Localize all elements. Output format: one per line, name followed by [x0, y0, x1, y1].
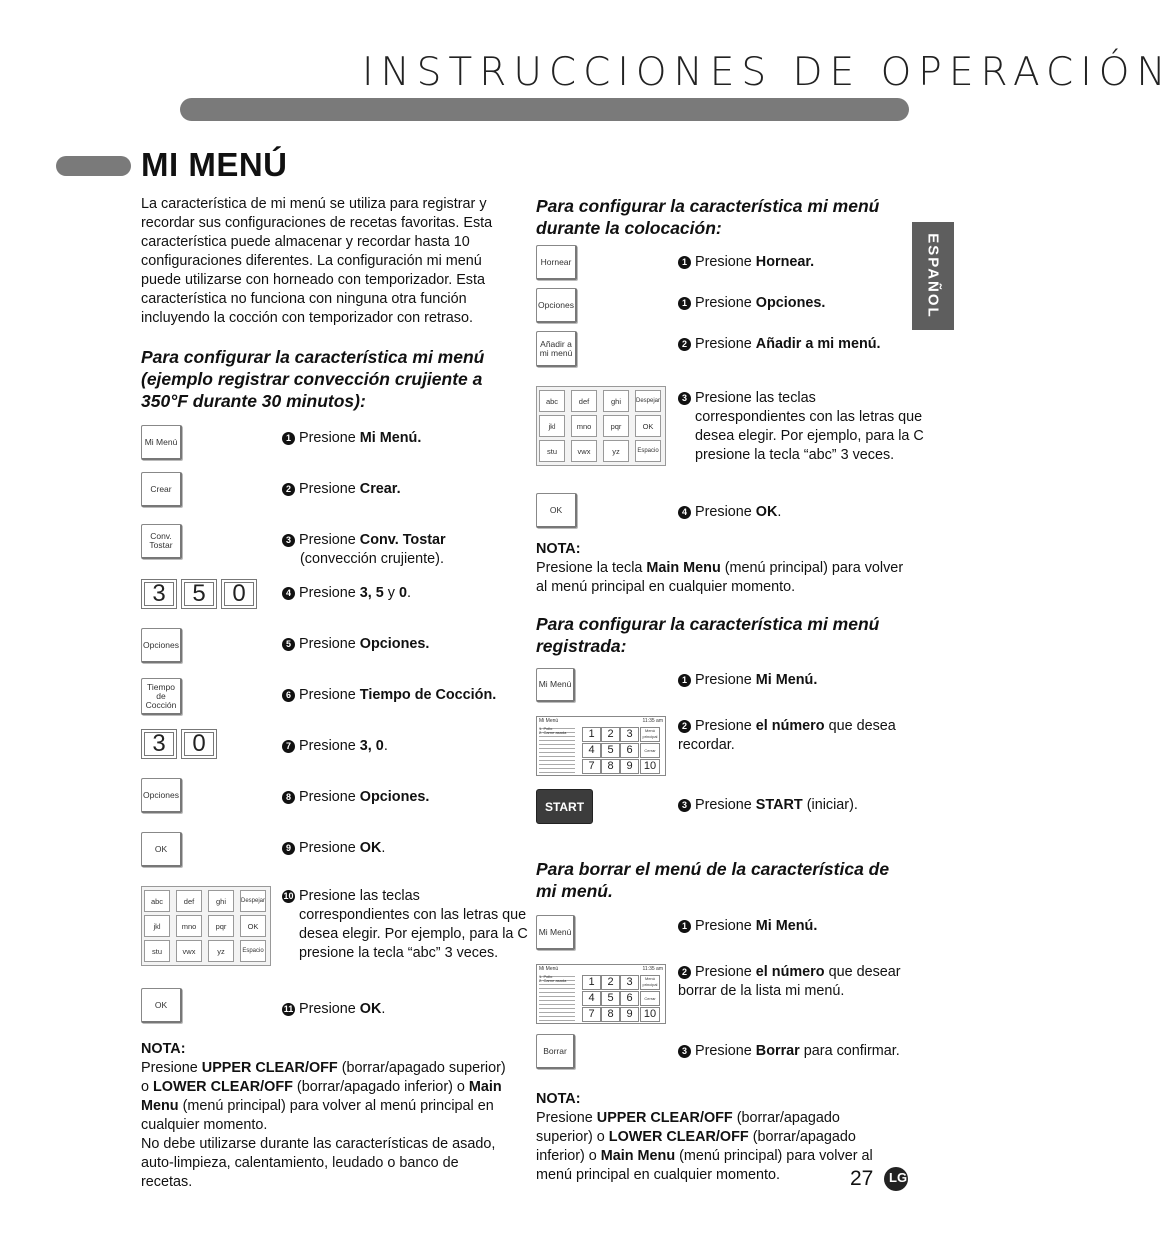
right1-step-2: 2 Presione Añadir a mi menú. [678, 335, 881, 354]
right3-step-3: 3 Presione Borrar para confirmar. [678, 1042, 900, 1061]
left-step-8: 8 Presione Opciones. [282, 788, 429, 807]
digit-key: 5 [181, 579, 217, 609]
keypad-key: stu [539, 440, 565, 462]
keypad-key: Despejar [635, 390, 661, 412]
keypad-key: abc [144, 890, 170, 912]
key-hornear: Hornear [536, 245, 577, 280]
key-ok: OK [141, 988, 182, 1023]
right1-step-1: 1 Presione Hornear. [678, 253, 814, 272]
keypad-key: Espacio [635, 440, 661, 462]
keypad-key: yz [208, 940, 234, 962]
section-pill [56, 156, 131, 176]
key-crear: Crear [141, 472, 182, 507]
right2-step-2: 2 Presione el número que desea recordar. [678, 718, 896, 753]
keypad-key: OK [240, 915, 266, 937]
menu-screen: Mi Menú 11:35 am 1. Pollo 2. Carne asada 1 2 3 4 5 6 7 8 9 Menú principal Cerrar 10 [536, 716, 666, 776]
keypad-key: vwx [571, 440, 597, 462]
key-conv-tostar: Conv. Tostar [141, 524, 182, 559]
section-title: MI MENÚ [141, 146, 288, 183]
right1-step-4: 4 Presione OK. [678, 503, 781, 522]
key-mi-menu: Mi Menú [141, 425, 182, 460]
keypad-key: Espacio [240, 940, 266, 962]
right-subheading-2: Para configurar la característica mi menú registrada: [536, 614, 880, 656]
digit-key: 3 [141, 579, 177, 609]
keypad-key: stu [144, 940, 170, 962]
key-ok: OK [536, 493, 577, 528]
keypad-key: mno [176, 915, 202, 937]
lg-logo-icon: LG [884, 1167, 908, 1191]
digit-key: 3 [141, 729, 177, 759]
key-mi-menu: Mi Menú [536, 915, 575, 950]
left-step-2: 2 Presione Crear. [282, 480, 401, 499]
keypad-key: jkl [144, 915, 170, 937]
right1-step-1b: 1 Presione Opciones. [678, 294, 825, 313]
key-borrar: Borrar [536, 1034, 575, 1069]
right3-note: NOTA: Presione UPPER CLEAR/OFF (borrar/apagado superior) o LOWER CLEAR/OFF (borrar/apagado inferior) o Main Menu (menú principal) para volver al menú principal en cualquier momento. [536, 1091, 873, 1183]
left-note: NOTA: Presione UPPER CLEAR/OFF (borrar/apagado superior) o LOWER CLEAR/OFF (borrar/apagado inferior) o Main Menu (menú principal) para volver al menú principal en cualquier momento. No debe utilizarse durante las características de asado, auto-limpieza, calentamiento, leudado o banco de recetas. [141, 1041, 506, 1190]
keypad-key: OK [635, 415, 661, 437]
left-step-4: 4 Presione 3, 5 y 0. [282, 584, 411, 603]
left-step-3: 3 Presione Conv. Tostar (convección crujiente). [282, 531, 502, 569]
keypad-key: ghi [208, 890, 234, 912]
left-subheading: Para configurar la característica mi menú (ejemplo registrar convección crujiente a 350°F durante 30 minutos): [141, 347, 485, 411]
right-subheading-3: Para borrar el menú de la característica de mi menú. [536, 859, 890, 901]
letter-keypad [536, 386, 666, 466]
keypad-key: jkl [539, 415, 565, 437]
right1-note: NOTA: Presione la tecla Main Menu (menú principal) para volver al menú principal en cualquier momento. [536, 541, 904, 595]
page-header-title: INSTRUCCIONES DE OPERACIÓN [362, 50, 1173, 95]
keypad-key: def [571, 390, 597, 412]
left-step-11: 11 Presione OK. [283, 1001, 386, 1017]
left-step-9: 9 Presione OK. [282, 839, 385, 858]
language-tab-label: ESPAÑOL [924, 233, 942, 319]
right1-step-3: 3 Presione las teclas correspondientes con las letras que desea elegir. Por ejemplo, para la C presione la tecla “abc” 3 veces. [678, 389, 927, 465]
right2-step-3: 3 Presione START (iniciar). [678, 796, 858, 815]
key-opciones: Opciones [536, 288, 577, 323]
language-tab [912, 222, 954, 330]
start-button: START [536, 789, 593, 824]
left-step-7: 7 Presione 3, 0. [282, 737, 388, 756]
keypad-key: abc [539, 390, 565, 412]
left-step-6: 6 Presione Tiempo de Cocción. [282, 686, 496, 705]
keypad-key: def [176, 890, 202, 912]
key-opciones: Opciones [141, 628, 182, 663]
digit-key: 0 [221, 579, 257, 609]
header-bar [180, 98, 909, 121]
right-subheading-1: Para configurar la característica mi menú durante la colocación: [536, 196, 880, 238]
keypad-key: ghi [603, 390, 629, 412]
right3-step-1: 1 Presione Mi Menú. [678, 917, 817, 936]
keypad-key: Despejar [240, 890, 266, 912]
key-mi-menu: Mi Menú [536, 668, 575, 702]
key-tiempo-coccion: Tiempo de Cocción [141, 678, 182, 715]
digit-key: 0 [181, 729, 217, 759]
keypad-key: vwx [176, 940, 202, 962]
key-anadir-mi-menu: Añadir a mi menú [536, 331, 577, 367]
right2-step-1: 1 Presione Mi Menú. [678, 671, 817, 690]
keypad-key: mno [571, 415, 597, 437]
key-ok: OK [141, 832, 182, 867]
left-step-10: 10 Presione las teclas correspondientes con las letras que desea elegir. Por ejemplo, para la C presione la tecla “abc” 3 veces. [283, 888, 528, 961]
right3-step-2: 2 Presione el número que desear borrar de la lista mi menú. [678, 964, 901, 999]
left-step-5: 5 Presione Opciones. [282, 635, 429, 654]
menu-screen: Mi Menú 11:35 am 1. Pollo 2. Carne asada 1 2 3 4 5 6 7 8 9 Menú principal Cerrar 10 [536, 964, 666, 1024]
key-opciones: Opciones [141, 778, 182, 813]
letter-keypad [141, 886, 271, 966]
keypad-key: pqr [208, 915, 234, 937]
keypad-key: pqr [603, 415, 629, 437]
page-number: 27 [850, 1167, 874, 1190]
intro-paragraph: La característica de mi menú se utiliza para registrar y recordar sus configuraciones de recetas favoritas. Esta característica puede almacenar y recordar hasta 10 configuraciones diferentes. La configuración mi menú puede utilizarse con horneado con temporizador. Esta característica no funciona con ninguna otra función incluyendo la cocción con temporizador con retraso. [141, 196, 493, 326]
left-step-1: 1 Presione Mi Menú. [282, 429, 421, 448]
keypad-key: yz [603, 440, 629, 462]
